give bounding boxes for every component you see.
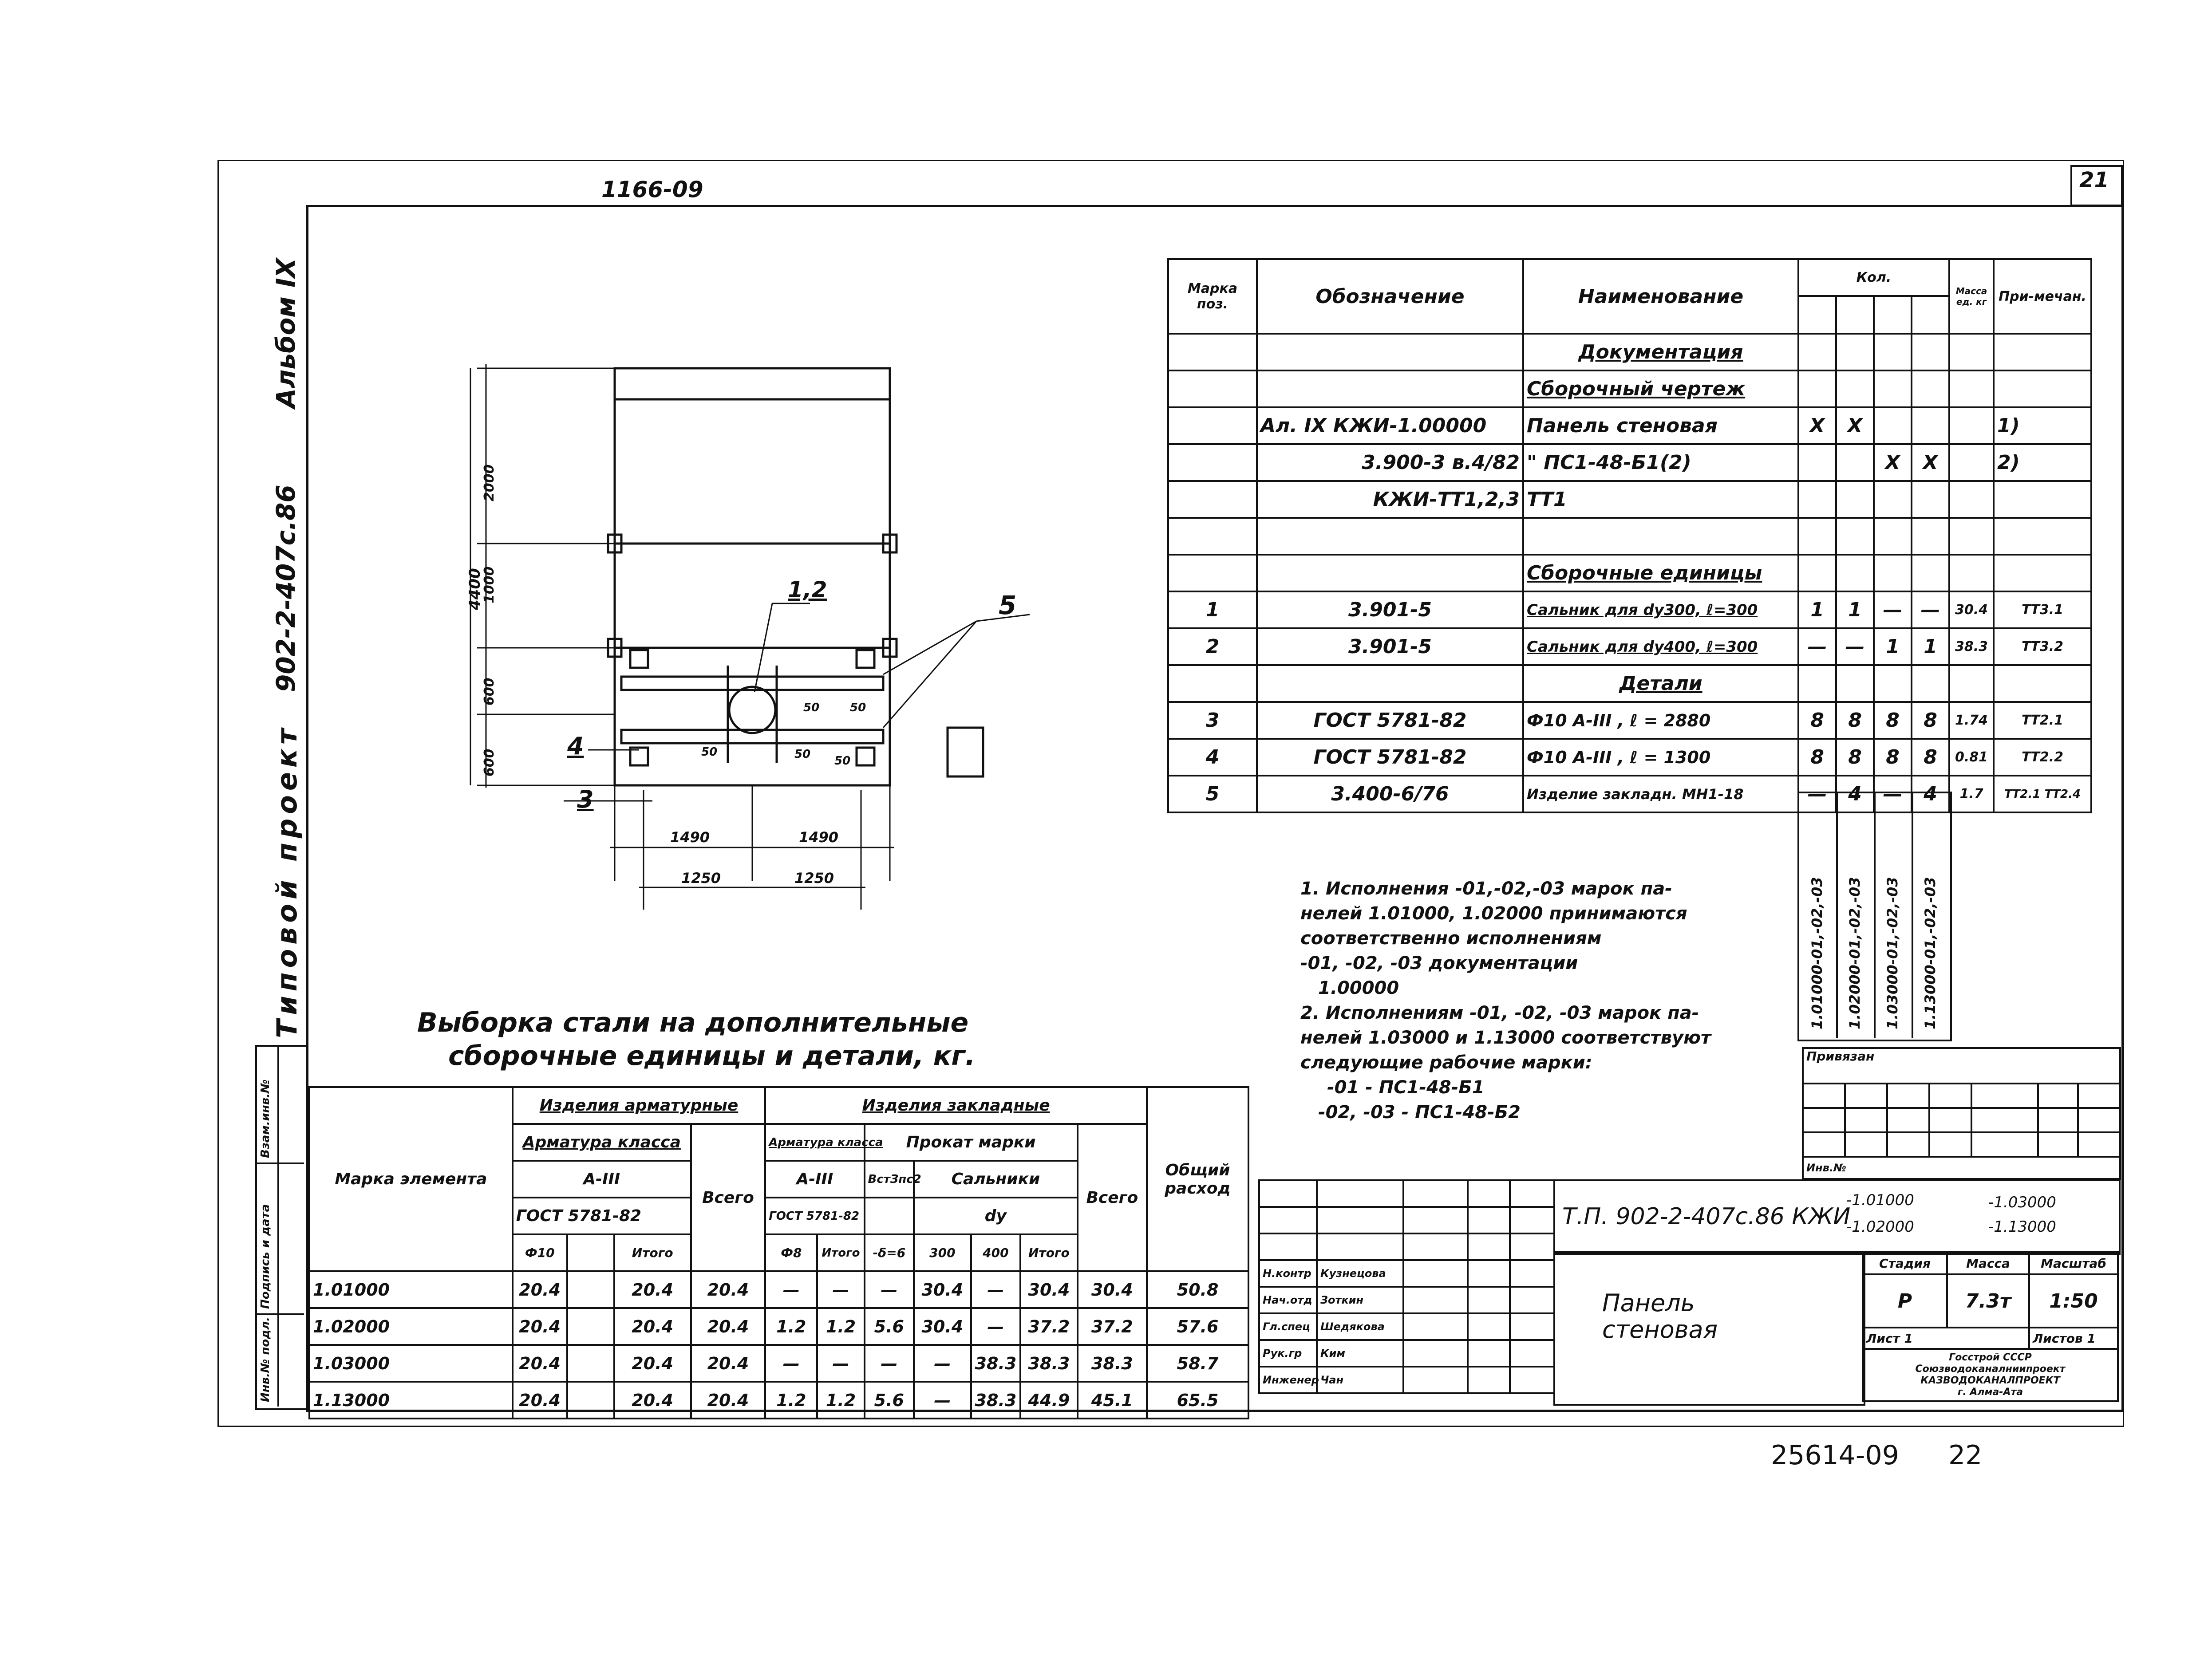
note-line: -01 - ПС1-48-Б1: [1327, 1077, 1485, 1098]
note-line: -02, -03 - ПС1-48-Б2: [1318, 1102, 1521, 1123]
note-line: нелей 1.01000, 1.02000 принимаются: [1300, 903, 1687, 924]
notes-block: [1300, 876, 1711, 1125]
side-stamp-divider: [277, 1045, 279, 1407]
steel-row: 1.03000 20.4 20.4 20.4 — — — — 38.3 38.3 38.3 58.7: [309, 1345, 1248, 1382]
mark-code: -1.01000: [1846, 1191, 1914, 1209]
mass-header: Масса: [1947, 1252, 2029, 1274]
dim-height: 2000: [482, 464, 497, 501]
spec-row: [1168, 518, 2091, 555]
list-label: Лист 1: [1863, 1328, 2029, 1349]
project-code: Т.П. 902-2-407с.86 КЖИ: [1562, 1203, 1851, 1230]
scale-header: Масштаб: [2029, 1252, 2118, 1274]
spec-row: 1 3.901-5 Сальник для dy300, ℓ=300 1 1 — — 30.4 ТТ3.1: [1168, 591, 2091, 628]
steel-header-300: 300: [914, 1234, 971, 1271]
steel-header-arm: Изделия арматурные: [513, 1087, 765, 1124]
spec-header-pos: Марка поз.: [1168, 259, 1257, 334]
steel-row: 1.13000 20.4 20.4 20.4 1.2 1.2 5.6 — 38.3 44.9 45.1 65.5: [309, 1382, 1248, 1419]
steel-header-vsego: Всего: [691, 1124, 766, 1271]
steel-header-vst: ВстЗпс2: [865, 1161, 914, 1198]
note-line: 1. Исполнения -01,-02,-03 марок па-: [1300, 879, 1672, 899]
side-album: Альбом IX: [271, 258, 301, 408]
embedded-part: [857, 748, 874, 765]
steel-header-itogo: Итого: [614, 1234, 691, 1271]
spec-header-note: При-мечан.: [1994, 259, 2091, 334]
footer-code: 25614-09: [1771, 1440, 1899, 1471]
steel-header-f10: Ф10: [513, 1234, 567, 1271]
spec-header-designation: Обозначение: [1257, 259, 1523, 334]
note-line: 1.00000: [1318, 978, 1399, 998]
spec-row: Документация: [1168, 334, 2091, 370]
role-label: Нач.отд: [1259, 1287, 1317, 1313]
spec-row: КЖИ-ТТ1,2,3 ТТ1: [1168, 481, 2091, 518]
panel-name-1: Панель: [1602, 1289, 1695, 1317]
panel-name-2: стеновая: [1602, 1316, 1718, 1344]
callout-3: 3: [577, 785, 594, 813]
variant-divider: [1874, 792, 1876, 1038]
steel-header-a3: А-III: [513, 1161, 691, 1198]
steel-header-gost: ГОСТ 5781-82: [513, 1198, 691, 1234]
signature-grid: [1258, 1179, 1555, 1394]
lists-label: Листов 1: [2029, 1328, 2118, 1349]
stage-header: Стадия: [1863, 1252, 1947, 1274]
steel-header-400: 400: [971, 1234, 1021, 1271]
steel-header-salniki: Сальники: [914, 1161, 1077, 1198]
dim-height: 600: [482, 678, 497, 705]
mark-code: -1.13000: [1988, 1218, 2056, 1236]
dim-width: 1490: [670, 829, 710, 846]
sheet-number: 21: [2079, 168, 2109, 193]
side-series: 902-2-407с.86: [271, 485, 301, 692]
person: Чан: [1317, 1367, 1403, 1393]
steel-table: [308, 1086, 1249, 1419]
sleeve-circle: [729, 687, 775, 733]
note-line: соответственно исполнениям: [1300, 928, 1602, 949]
steel-header-itogo2: Итого: [817, 1234, 864, 1271]
inner-dim: 50: [850, 701, 866, 714]
mark-code: -1.03000: [1988, 1194, 2056, 1211]
mark-code: -1.02000: [1846, 1218, 1914, 1236]
top-code: 1166-09: [601, 177, 703, 202]
role-label: Гл.спец: [1259, 1313, 1317, 1340]
embedded-part: [630, 650, 648, 668]
dim-height-total: 4400: [466, 568, 484, 610]
role-label: Инженер: [1259, 1367, 1317, 1393]
privyazan-block: [1802, 1047, 2121, 1180]
variant-label: 1.13000-01,-02,-03: [1922, 877, 1939, 1029]
organisation: Госстрой СССР Союзводоканалниипроект КАЗВОДОКАНАЛПРОЕКТ г. Алма-Ата: [1863, 1349, 2118, 1401]
stage-mass-scale: [1862, 1251, 2119, 1402]
steel-header-prokat: Прокат марки: [865, 1124, 1078, 1161]
steel-header-f8: Ф8: [765, 1234, 817, 1271]
spec-row: Сборочный чертеж: [1168, 370, 2091, 407]
steel-title-2: сборочные единицы и детали, кг.: [448, 1040, 976, 1072]
inner-dim: 50: [701, 745, 718, 759]
person: Зоткин: [1317, 1287, 1403, 1313]
panel-drawing: [444, 337, 1074, 914]
side-stamp-label: Подпись и дата: [259, 1204, 272, 1309]
privyazan-label: Привязан: [1803, 1048, 2120, 1084]
spec-header-qty: Кол.: [1798, 259, 1949, 296]
specification-table: [1167, 258, 2092, 813]
steel-header-a3b: А-III: [765, 1161, 864, 1198]
inv-label: Инв.№: [1803, 1157, 2120, 1179]
steel-row: 1.01000 20.4 20.4 20.4 — — — 30.4 — 30.4 30.4 50.8: [309, 1271, 1248, 1308]
stage-value: Р: [1863, 1274, 1947, 1328]
steel-header-itogo3: Итого: [1020, 1234, 1077, 1271]
steel-row: 1.02000 20.4 20.4 20.4 1.2 1.2 5.6 30.4 — 37.2 37.2 57.6: [309, 1308, 1248, 1345]
steel-header-arm-class2: Арматура класса: [765, 1124, 864, 1161]
note-line: -01, -02, -03 документации: [1300, 953, 1578, 973]
variant-divider: [1836, 792, 1838, 1038]
note-line: нелей 1.03000 и 1.13000 соответствуют: [1300, 1028, 1711, 1048]
dim-width: 1250: [681, 870, 721, 887]
variant-label: 1.02000-01,-02,-03: [1846, 877, 1863, 1029]
callout-4: 4: [567, 732, 584, 760]
person: Шедякова: [1317, 1313, 1403, 1340]
side-stamp-divider: [255, 1163, 304, 1164]
spec-header-mass: Масса ед. кг: [1949, 259, 1994, 334]
steel-header-total: Общий расход: [1147, 1087, 1248, 1271]
spec-header-name: Наименование: [1523, 259, 1798, 334]
spec-row: Ал. IX КЖИ-1.00000 Панель стеновая X X 1): [1168, 407, 2091, 444]
inner-dim: 50: [834, 754, 851, 768]
dim-height: 600: [482, 749, 497, 776]
mass-value: 7.3т: [1947, 1274, 2029, 1328]
scale-value: 1:50: [2029, 1274, 2118, 1328]
side-stamp-divider: [255, 1313, 304, 1315]
role-label: Н.контр: [1259, 1260, 1317, 1287]
steel-title-1: Выборка стали на дополнительные: [417, 1007, 969, 1038]
side-stamp-label: Инв.№ подл.: [259, 1316, 272, 1402]
spec-row: 3.900-3 в.4/82 " ПС1-48-Б1(2) X X 2): [1168, 444, 2091, 481]
steel-header-zak: Изделия закладные: [765, 1087, 1147, 1124]
steel-header-mark: Марка элемента: [309, 1087, 513, 1271]
variant-label: 1.01000-01,-02,-03: [1809, 877, 1825, 1029]
person: Ким: [1317, 1340, 1403, 1367]
steel-header-vsego2: Всего: [1078, 1124, 1147, 1271]
dim-width: 1490: [799, 829, 839, 846]
variant-divider: [1912, 792, 1913, 1038]
inner-dim: 50: [794, 748, 811, 761]
side-stamp-label: Взам.инв.№: [259, 1079, 272, 1158]
callout-5: 5: [999, 590, 1017, 620]
variant-label: 1.03000-01,-02,-03: [1884, 877, 1901, 1029]
spec-row: Сборочные единицы: [1168, 555, 2091, 591]
note-line: 2. Исполнениям -01, -02, -03 марок па-: [1300, 1003, 1699, 1023]
note-line: следующие рабочие марки:: [1300, 1052, 1592, 1073]
role-label: Рук.гр: [1259, 1340, 1317, 1367]
spec-row: 4 ГОСТ 5781-82 Ф10 А-III , ℓ = 1300 8 8 8 8 0.81 ТТ2.2: [1168, 739, 2091, 776]
embedded-part: [857, 650, 874, 668]
steel-header-arm-class: Арматура класса: [513, 1124, 691, 1161]
spec-row: Детали: [1168, 665, 2091, 702]
dim-height: 1000: [482, 566, 497, 603]
dim-width: 1250: [794, 870, 834, 887]
person: Кузнецова: [1317, 1260, 1403, 1287]
steel-header-d6: -δ=6: [865, 1234, 914, 1271]
callout-1-2: 1,2: [788, 577, 827, 603]
spec-row: 2 3.901-5 Сальник для dy400, ℓ=300 — — 1 1 38.3 ТТ3.2: [1168, 628, 2091, 665]
steel-header-gost2: ГОСТ 5781-82: [765, 1198, 864, 1234]
steel-header-dy: dy: [914, 1198, 1077, 1234]
side-project: Типовой проект: [271, 724, 303, 1038]
inner-dim: 50: [803, 701, 820, 714]
panel-outline: [615, 368, 890, 785]
spec-row: 3 ГОСТ 5781-82 Ф10 А-III , ℓ = 2880 8 8 8 8 1.74 ТТ2.1: [1168, 702, 2091, 739]
footer-page: 22: [1948, 1440, 1983, 1471]
spec-row: 5 3.400-6/76 Изделие закладн. МН1-18 — 4 — 4 1.7 ТТ2.1 ТТ2.4: [1168, 776, 2091, 812]
